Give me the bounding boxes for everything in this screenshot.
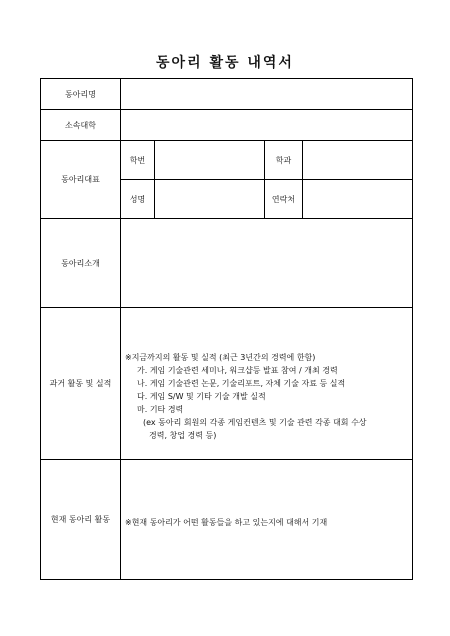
current-activities-heading: ※현재 동아리가 어떤 활동들을 하고 있는지에 대해서 기재 — [125, 518, 328, 527]
university-field[interactable] — [121, 110, 413, 141]
past-activities-field[interactable] — [121, 308, 413, 460]
contact-field[interactable] — [303, 180, 413, 219]
row-representative-1 — [41, 141, 413, 180]
name-label: 성명 — [121, 180, 155, 219]
past-activities-label: 과거 활동 및 실적 — [41, 308, 121, 460]
current-activities-label: 현재 동아리 활동 — [41, 460, 121, 580]
contact-label: 연락처 — [265, 180, 303, 219]
representative-label: 동아리대표 — [41, 141, 121, 219]
past-activities-note-line2: 경력, 창업 경력 등) — [149, 430, 217, 440]
past-activities-text — [121, 326, 412, 442]
current-activities-text — [121, 510, 412, 529]
row-introduction — [41, 219, 413, 308]
row-club-name — [41, 79, 413, 110]
past-activities-note-line1: (ex 동아리 회원의 각종 게임컨텐츠 및 기술 관련 각종 대회 수상 — [143, 417, 367, 427]
department-field[interactable] — [303, 141, 413, 180]
club-name-field[interactable] — [121, 79, 413, 110]
introduction-field[interactable] — [121, 219, 413, 308]
current-activities-field[interactable] — [121, 460, 413, 580]
name-field[interactable] — [155, 180, 265, 219]
row-university — [41, 110, 413, 141]
document-title: 동아리 활동 내역서 — [156, 55, 294, 71]
past-activities-heading: ※지금까지의 활동 및 실적 (최근 3년간의 경력에 한함) — [125, 352, 316, 362]
student-id-field[interactable] — [155, 141, 265, 180]
university-label: 소속대학 — [41, 110, 121, 141]
club-name-label: 동아리명 — [41, 79, 121, 110]
past-activities-item-b: 나. 게임 기술관련 논문, 기술리포트, 자체 기술 자료 등 실적 — [137, 378, 346, 388]
past-activities-item-a: 가. 게임 기술관련 세미나, 워크샵등 발표 참여 / 개최 경력 — [137, 365, 338, 375]
department-label: 학과 — [265, 141, 303, 180]
past-activities-item-e: 마. 기타 경력 — [137, 404, 184, 414]
student-id-label: 학번 — [121, 141, 155, 180]
activity-form-table — [40, 78, 413, 580]
introduction-label: 동아리소개 — [41, 219, 121, 308]
row-current-activities — [41, 460, 413, 580]
past-activities-item-c: 다. 게임 S/W 및 기타 기술 개발 실적 — [137, 391, 266, 401]
row-past-activities — [41, 308, 413, 460]
